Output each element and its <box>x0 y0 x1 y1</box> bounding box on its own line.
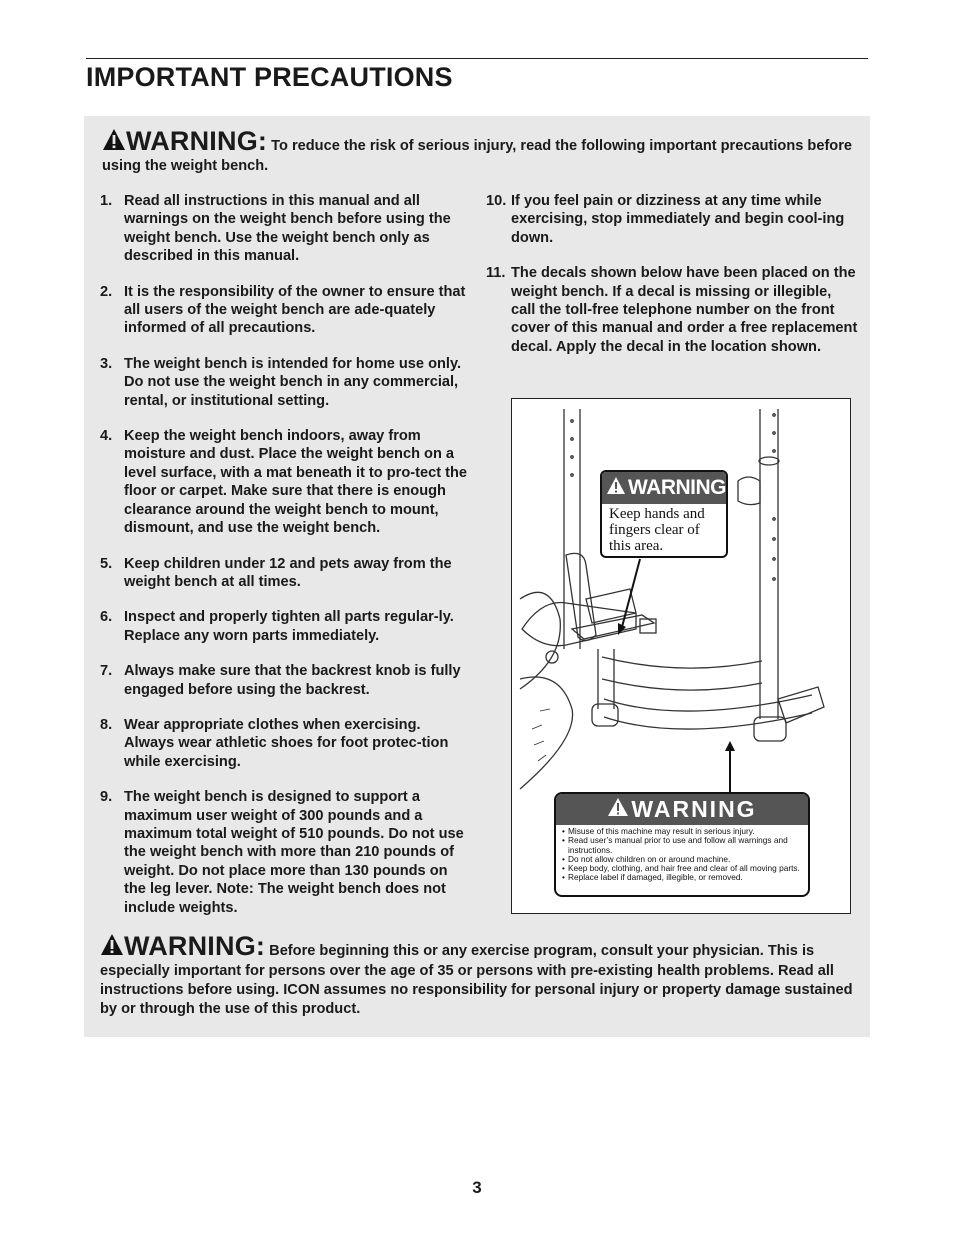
item-number: 7. <box>100 663 113 680</box>
precautions-list-left <box>100 192 472 934</box>
header-rule <box>86 58 868 59</box>
item-text: The weight bench is intended for home use only. Do not use the weight bench in any commercial, rental, or institutional setting. <box>124 355 462 409</box>
item-text: Keep children under 12 and pets away from the weight bench at all times. <box>124 555 452 590</box>
precautions-list-right <box>486 192 858 373</box>
warning-physician <box>100 933 860 1019</box>
item-number: 10. <box>486 193 507 209</box>
list-item: • Replace label if damaged, illegible, or removed. <box>562 873 802 882</box>
item-number: 9. <box>100 789 113 806</box>
list-item <box>100 662 472 699</box>
item-number: 1. <box>100 193 113 209</box>
warning-intro-text: To reduce the risk of serious injury, read the following important precautions before using the weight bench. <box>102 138 853 174</box>
list-item: • Keep body, clothing, and hair free and clear of all moving parts. <box>562 864 802 873</box>
item-number: 4. <box>100 428 113 445</box>
decal-small-header <box>602 472 726 504</box>
item-text: Keep the weight bench indoors, away from moisture and dust. Place the weight bench on a level surface, with a mat beneath it to pro-tect the floor or carpet. Make sure that there is enough clearance around the weight bench to mount, dismount, and use the weight bench. <box>124 428 468 537</box>
warning-label: WARNING: <box>124 931 266 961</box>
list-item <box>100 427 472 537</box>
decal-small-title: WARNING <box>628 476 726 499</box>
warning-intro <box>102 128 862 176</box>
list-item: • Do not allow children on or around machine. <box>562 855 802 864</box>
item-text: The weight bench is designed to support a maximum user weight of 300 pounds and a maximum total weight of 510 pounds. Do not use the weight bench with more than 210 pounds of weight. Do not place more than 130 pounds on the leg lever. Note: The weight bench does not include weights. <box>124 789 464 916</box>
list-item <box>100 716 472 771</box>
warning-triangle-icon <box>102 128 126 157</box>
decal-general-warning <box>554 792 810 897</box>
list-item <box>100 355 472 410</box>
item-text: If you feel pain or dizziness at any time while exercising, stop immediately and begin cool-ing down. <box>511 193 845 246</box>
item-number: 5. <box>100 555 113 572</box>
item-text: It is the responsibility of the owner to ensure that all users of the weight bench are ade-quately informed of all precautions. <box>124 283 466 337</box>
item-text: Inspect and properly tighten all parts regular-ly. Replace any worn parts immediately. <box>124 609 454 644</box>
item-text: Wear appropriate clothes when exercising. Always wear athletic shoes for foot protec-tion while exercising. <box>124 716 449 770</box>
warning-triangle-icon <box>100 933 124 962</box>
item-number: 6. <box>100 609 113 626</box>
item-number: 2. <box>100 283 113 300</box>
decal-large-title: WARNING <box>631 796 757 822</box>
warning-label: WARNING: <box>126 126 268 156</box>
item-text: Always make sure that the backrest knob is fully engaged before using the backrest. <box>124 663 461 698</box>
list-item <box>100 192 472 266</box>
list-item <box>100 608 472 645</box>
list-item: • Read user’s manual prior to use and follow all warnings and instructions. <box>562 836 802 855</box>
item-number: 3. <box>100 355 113 372</box>
warning-triangle-icon <box>606 476 626 501</box>
page-title: IMPORTANT PRECAUTIONS <box>86 62 453 92</box>
item-text: The decals shown below have been placed on the weight bench. If a decal is missing or illegible, call the toll-free telephone number on the front cover of this manual and order a free replacement decal. Apply the decal in the location shown. <box>511 265 858 355</box>
decal-small-text: Keep hands and fingers clear of this area. <box>609 506 705 554</box>
item-number: 11. <box>486 265 506 282</box>
item-number: 8. <box>100 716 113 733</box>
page-number: 3 <box>472 1178 482 1197</box>
decal-hands-warning <box>600 470 728 558</box>
list-item <box>486 192 858 247</box>
warning-triangle-icon <box>607 796 629 823</box>
list-item <box>486 264 858 356</box>
list-item <box>100 555 472 592</box>
decal-large-header <box>556 794 808 825</box>
decal-large-list <box>556 827 808 883</box>
warning-physician-text: Before beginning this or any exercise program, consult your physician. This is especially important for persons over the age of 35 or persons with pre-existing health problems. Read all instructions before using. ICON assumes no responsibility for personal injury or property damage sustained by or through the use of this product. <box>100 943 853 1017</box>
list-item <box>100 788 472 917</box>
item-text: Read all instructions in this manual and all warnings on the weight bench before using the weight bench. Use the weight bench only as described in this manual. <box>124 193 451 265</box>
list-item: • Misuse of this machine may result in serious injury. <box>562 827 802 836</box>
list-item <box>100 283 472 338</box>
